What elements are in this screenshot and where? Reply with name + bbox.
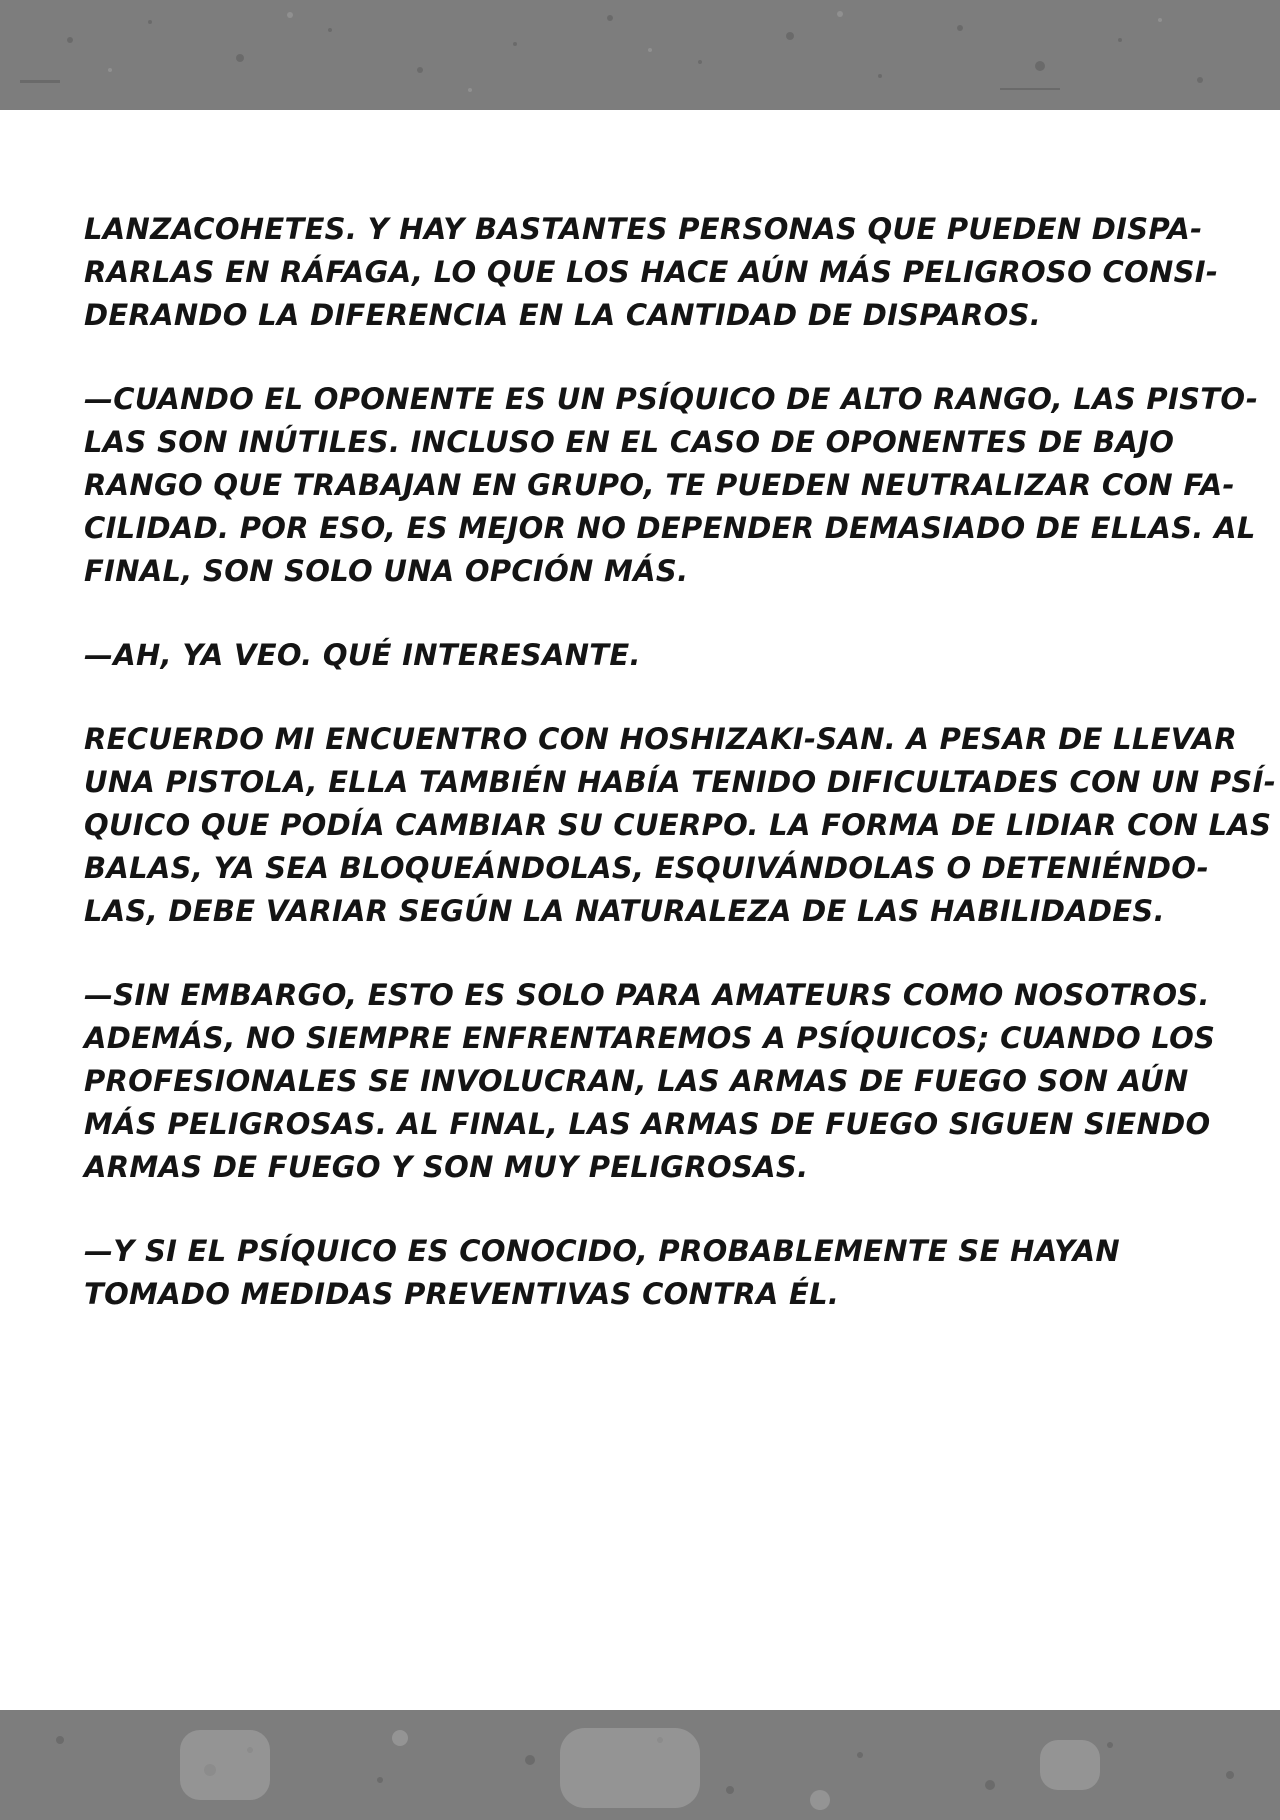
- paragraph: [84, 378, 1259, 593]
- text-line: QUICO QUE PODÍA CAMBIAR SU CUERPO. LA FORMA DE LIDIAR CON LAS: [84, 808, 1272, 842]
- text-line: PROFESIONALES SE INVOLUCRAN, LAS ARMAS DE FUEGO SON AÚN: [84, 1064, 1189, 1098]
- text-line: CILIDAD. POR ESO, ES MEJOR NO DEPENDER DEMASIADO DE ELLAS. AL: [84, 511, 1256, 545]
- text-line: LAS, DEBE VARIAR SEGÚN LA NATURALEZA DE LAS HABILIDADES.: [84, 894, 1165, 928]
- text-line: —AH, YA VEO. QUÉ INTERESANTE.: [84, 638, 641, 672]
- text-line: ADEMÁS, NO SIEMPRE ENFRENTAREMOS A PSÍQUICOS; CUANDO LOS: [84, 1021, 1216, 1055]
- paragraph: [84, 208, 1234, 337]
- paragraph: [84, 718, 1277, 933]
- text-line: RARLAS EN RÁFAGA, LO QUE LOS HACE AÚN MÁS PELIGROSO CONSI-: [84, 255, 1219, 289]
- text-line: UNA PISTOLA, ELLA TAMBIÉN HABÍA TENIDO DIFICULTADES CON UN PSÍ-: [84, 765, 1277, 799]
- text-line: BALAS, YA SEA BLOQUEÁNDOLAS, ESQUIVÁNDOLAS O DETENIÉNDO-: [84, 851, 1210, 885]
- text-line: —Y SI EL PSÍQUICO ES CONOCIDO, PROBABLEMENTE SE HAYAN: [84, 1234, 1120, 1268]
- paragraph: [84, 974, 1234, 1189]
- text-line: —SIN EMBARGO, ESTO ES SOLO PARA AMATEURS COMO NOSOTROS.: [84, 978, 1210, 1012]
- grunge-texture-icon: [0, 0, 1280, 110]
- text-line: DERANDO LA DIFERENCIA EN LA CANTIDAD DE DISPAROS.: [84, 298, 1042, 332]
- bottom-grunge-border: [0, 1710, 1280, 1820]
- text-line: FINAL, SON SOLO UNA OPCIÓN MÁS.: [84, 554, 689, 588]
- text-line: LAS SON INÚTILES. INCLUSO EN EL CASO DE OPONENTES DE BAJO: [84, 425, 1175, 459]
- text-line: —CUANDO EL OPONENTE ES UN PSÍQUICO DE ALTO RANGO, LAS PISTO-: [84, 382, 1259, 416]
- grunge-texture-icon: [0, 1710, 1280, 1820]
- paragraph: [84, 1230, 1234, 1316]
- text-line: MÁS PELIGROSAS. AL FINAL, LAS ARMAS DE FUEGO SIGUEN SIENDO: [84, 1107, 1211, 1141]
- text-line: LANZACOHETES. Y HAY BASTANTES PERSONAS QUE PUEDEN DISPA-: [84, 212, 1203, 246]
- text-line: ARMAS DE FUEGO Y SON MUY PELIGROSAS.: [84, 1150, 809, 1184]
- top-grunge-border: [0, 0, 1280, 110]
- text-line: RECUERDO MI ENCUENTRO CON HOSHIZAKI-SAN. A PESAR DE LLEVAR: [84, 722, 1237, 756]
- main-text: [84, 208, 1277, 1357]
- text-line: TOMADO MEDIDAS PREVENTIVAS CONTRA ÉL.: [84, 1277, 840, 1311]
- paragraph: [84, 634, 1234, 677]
- text-line: RANGO QUE TRABAJAN EN GRUPO, TE PUEDEN NEUTRALIZAR CON FA-: [84, 468, 1235, 502]
